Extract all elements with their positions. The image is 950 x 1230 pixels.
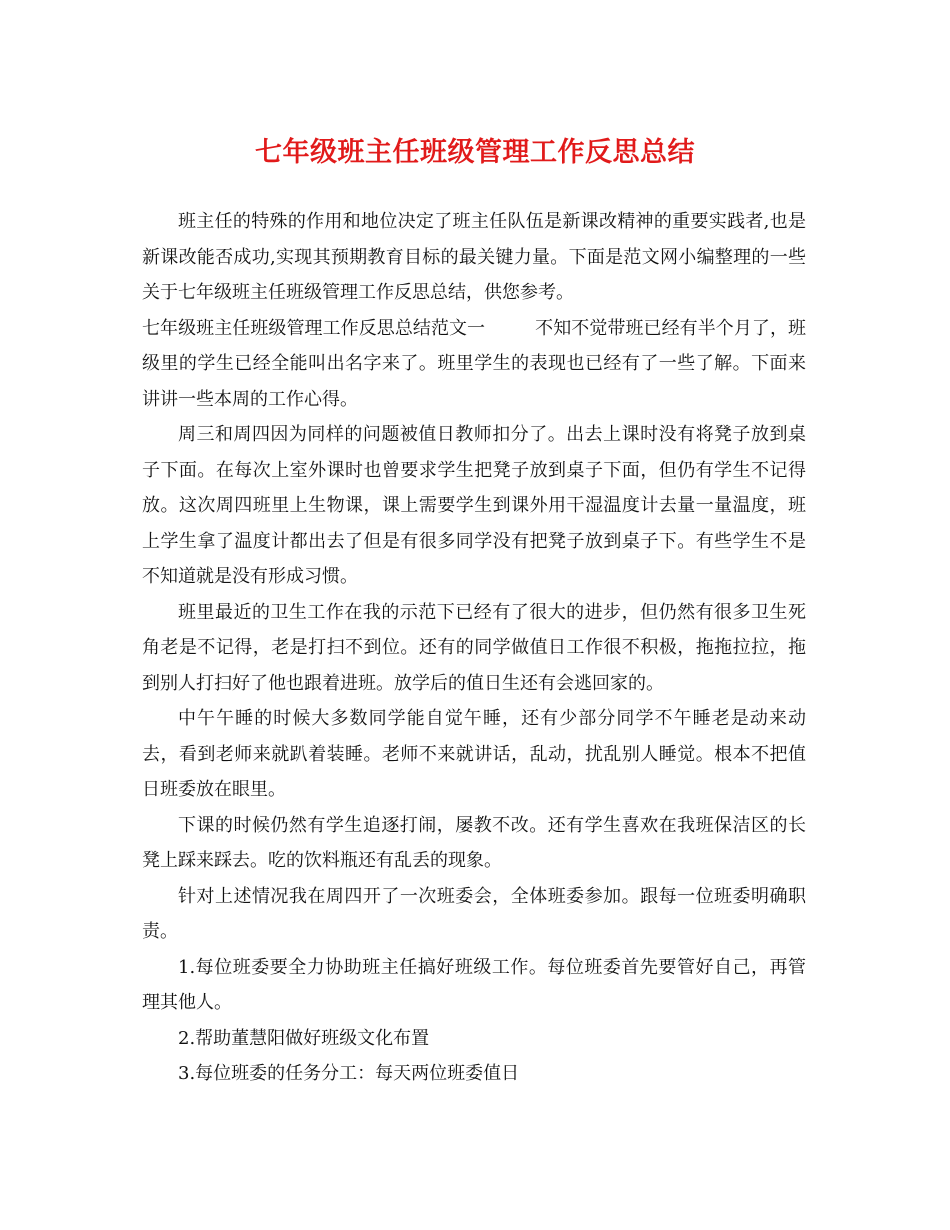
document-title: 七年级班主任班级管理工作反思总结 — [255, 137, 695, 168]
document-body — [142, 204, 806, 1092]
list-item: 2.帮助董慧阳做好班级文化布置 — [178, 1027, 430, 1049]
body-paragraph: 下课的时候仍然有学生追逐打闹，屡教不改。还有学生喜欢在我班保洁区的长凳上踩来踩去。吃的饮料瓶还有乱丢的现象。 — [142, 814, 806, 871]
section-heading: 七年级班主任班级管理工作反思总结范文一 — [142, 317, 486, 339]
body-paragraph: 班里最近的卫生工作在我的示范下已经有了很大的进步，但仍然有很多卫生死角老是不记得，老是打扫不到位。还有的同学做值日工作很不积极，拖拖拉拉，拖到别人打扫好了他也跟着进班。放学后的值日生还有会逃回家的。 — [142, 601, 806, 694]
intro-paragraph: 班主任的特殊的作用和地位决定了班主任队伍是新课改精神的重要实践者,也是新课改能否成功,实现其预期教育目标的最关键力量。下面是范文网小编整理的一些关于七年级班主任班级管理工作反思总结，供您参考。 — [142, 211, 806, 303]
list-item: 1.每位班委要全力协助班主任搞好班级工作。每位班委首先要管好自己，再管理其他人。 — [142, 956, 806, 1013]
section-paragraph — [142, 311, 806, 418]
body-paragraph: 周三和周四因为同样的问题被值日教师扣分了。出去上课时没有将凳子放到桌子下面。在每次上室外课时也曾要求学生把凳子放到桌子下面，但仍有学生不记得放。这次周四班里上生物课，课上需要学生到课外用干湿温度计去量一量温度，班上学生拿了温度计都出去了但是有很多同学没有把凳子放到桌子下。有些学生不是不知道就是没有形成习惯。 — [142, 424, 806, 587]
body-paragraph: 中午午睡的时候大多数同学能自觉午睡，还有少部分同学不午睡老是动来动去，看到老师来就趴着装睡。老师不来就讲话，乱动，扰乱别人睡觉。根本不把值日班委放在眼里。 — [142, 708, 806, 800]
section-first-text: 不知不觉带班已经有半个月了，班级里的学生已经全能叫出名字来了。班里学生的表现也已经有了一些了解。下面来讲讲一些本周的工作心得。 — [142, 317, 807, 410]
list-item: 3.每位班委的任务分工：每天两位班委值日 — [178, 1063, 520, 1084]
body-paragraph: 针对上述情况我在周四开了一次班委会，全体班委参加。跟每一位班委明确职责。 — [142, 885, 806, 942]
